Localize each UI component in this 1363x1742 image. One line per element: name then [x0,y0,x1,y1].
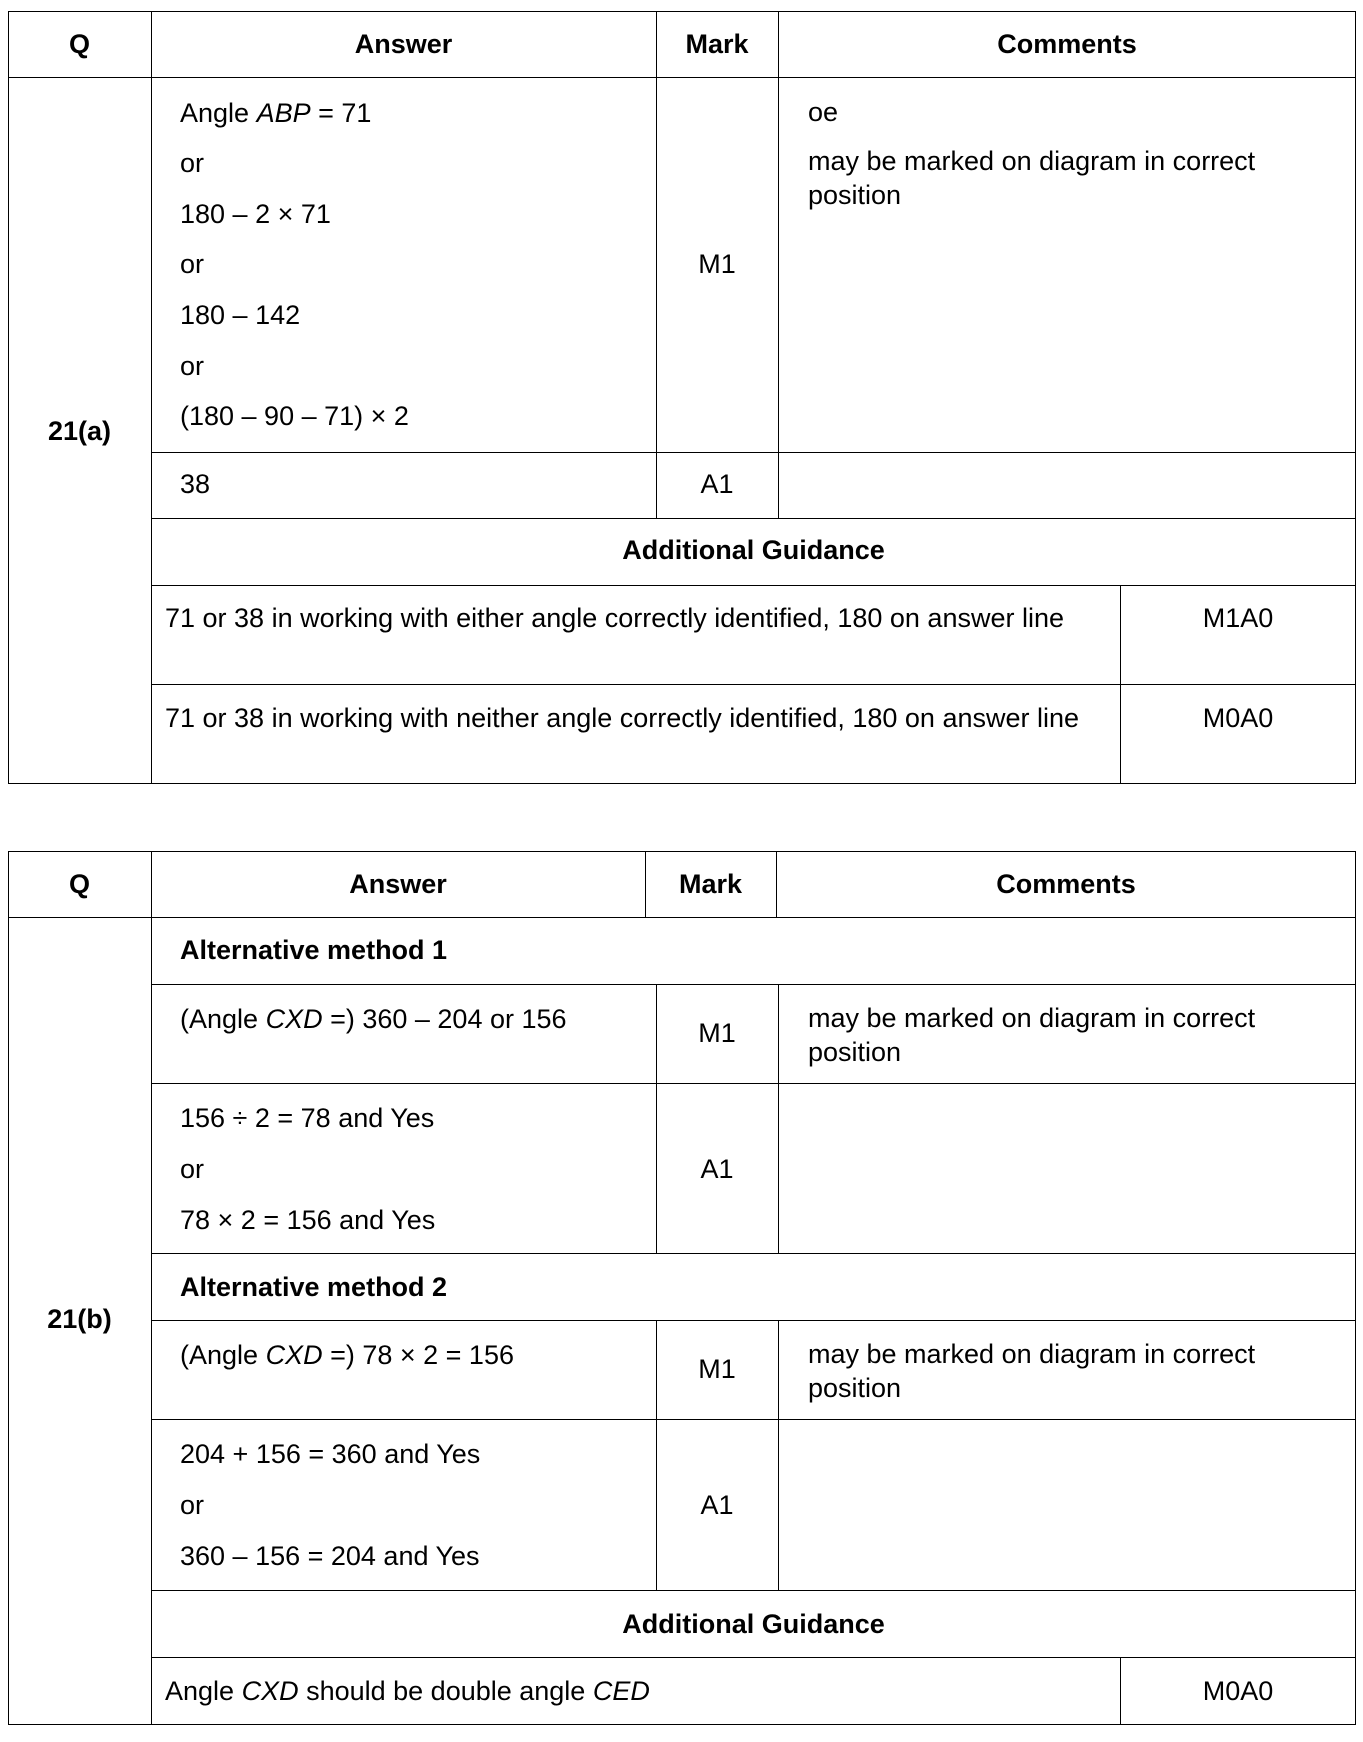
border-bottom [8,1724,1356,1725]
guidance-text: 71 or 38 in working with either angle correctly identified, 180 on answer line [165,603,1065,633]
row-divider [151,452,1356,453]
header-comments: Comments [997,29,1137,59]
row-divider [151,1083,1356,1084]
answer-line: 156 ÷ 2 = 78 and Yes [180,1103,435,1133]
question-number: 21(a) [47,416,112,446]
header-comments: Comments [996,869,1136,899]
border-left [8,11,9,784]
answer-line: (Angle CXD =) 78 × 2 = 156 [180,1340,514,1370]
guidance-text: Angle CXD should be double angle CED [165,1676,650,1706]
row-divider [151,1320,1356,1321]
answer-line: or [180,1154,205,1184]
answer-line: 204 + 156 = 360 and Yes [180,1439,481,1469]
header-divider [8,77,1356,78]
comment-text: may be marked on diagram in correct position [808,1339,1256,1403]
header-divider [8,917,1356,918]
guidance-mark: M0A0 [1202,1676,1274,1706]
column-divider [151,851,152,1725]
border-left [8,851,9,1725]
border-top [8,11,1356,12]
mark-value: M1 [698,1018,736,1048]
header-mark: Mark [678,869,743,899]
row-divider [151,1253,1356,1254]
column-divider [778,11,779,519]
row-divider [151,585,1356,586]
guidance-mark: M1A0 [1202,603,1274,633]
header-answer: Answer [354,29,453,59]
answer-line: 38 [180,469,211,499]
mark-scheme-table-21b [8,851,1356,1725]
column-divider [151,11,152,784]
answer-line: 180 – 142 [180,300,301,330]
header-answer: Answer [349,869,447,899]
answer-line: or [180,249,205,279]
mark-scheme-table-21a [8,11,1356,784]
alternative-method-heading: Alternative method 1 [180,935,448,965]
comment-text: may be marked on diagram in correct position [808,1003,1256,1067]
guidance-text: 71 or 38 in working with neither angle correctly identified, 180 on answer line [165,703,1080,733]
column-divider [778,984,779,1254]
answer-line: Angle ABP = 71 [180,98,372,128]
border-right [1355,851,1356,1725]
header-q: Q [68,869,90,899]
answer-line: 360 – 156 = 204 and Yes [180,1541,480,1571]
border-bottom [8,783,1356,784]
mark-value: A1 [700,1490,734,1520]
answer-line: or [180,1490,205,1520]
answer-line: (Angle CXD =) 360 – 204 or 156 [180,1004,567,1034]
column-divider [778,1320,779,1591]
answer-line: (180 – 90 – 71) × 2 [180,401,409,431]
question-number: 21(b) [47,1304,112,1334]
alternative-method-heading: Alternative method 2 [180,1272,448,1302]
guidance-heading: Additional Guidance [622,1609,885,1639]
answer-line: 180 – 2 × 71 [180,199,331,229]
mark-value: A1 [700,1154,734,1184]
comment-text: may be marked on diagram in correct position [808,146,1256,210]
answer-line: 78 × 2 = 156 and Yes [180,1205,436,1235]
mark-value: M1 [698,249,736,279]
mark-value: A1 [700,469,734,499]
header-mark: Mark [685,29,749,59]
row-divider [151,518,1356,519]
border-right [1355,11,1356,784]
row-divider [151,684,1356,685]
guidance-mark: M0A0 [1202,703,1274,733]
row-divider [151,1590,1356,1591]
guidance-heading: Additional Guidance [622,535,885,565]
comment-text: oe [808,97,839,127]
row-divider [151,1657,1356,1658]
header-q: Q [68,29,90,59]
row-divider [151,984,1356,985]
border-top [8,851,1356,852]
answer-line: or [180,351,205,381]
mark-value: M1 [698,1354,736,1384]
answer-line: or [180,148,205,178]
row-divider [151,1419,1356,1420]
